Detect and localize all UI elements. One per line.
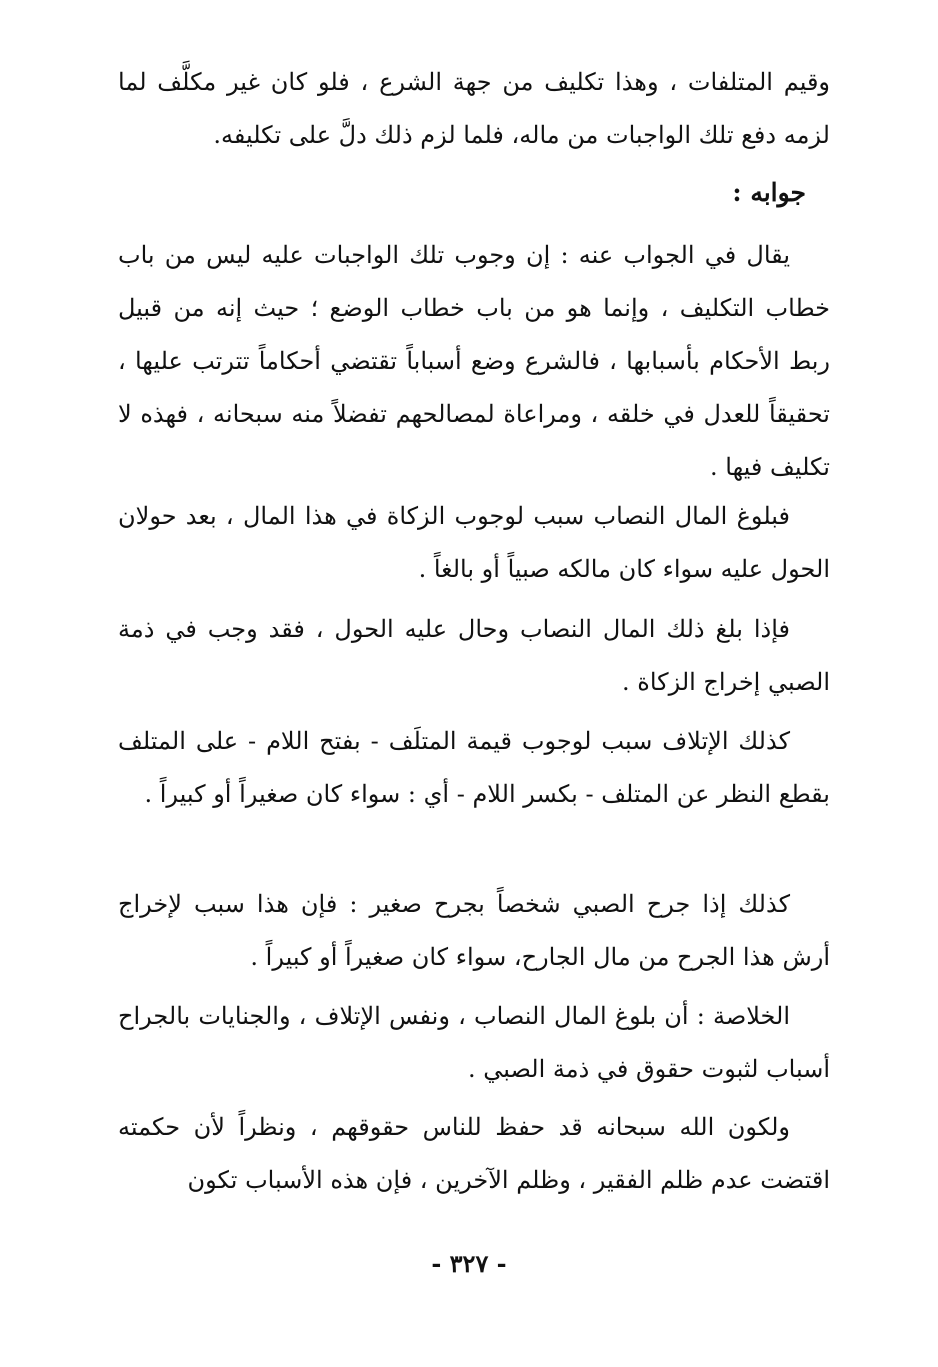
paragraph-zakat-obligation: فإذا بلغ ذلك المال النصاب وحال عليه الحول ، فقد وجب في ذمة الصبي إخراج الزكاة . (118, 615, 830, 696)
paragraph-continuation: وقيم المتلفات ، وهذا تكليف من جهة الشرع ، فلو كان غير مكلَّف لما لزمه دفع تلك الواجبات من ماله، فلما لزم ذلك دلَّ على تكليفه. (118, 68, 830, 149)
paragraph-answer: يقال في الجواب عنه : إن وجوب تلك الواجبات عليه ليس من باب خطاب التكليف ، وإنما هو من باب خطاب الوضع ؛ حيث إنه من قبيل ربط الأحكام بأسبابها ، فالشرع وضع أسباباً تقتضي أحكاماً تترتب عليها ، تحقيقاً للعدل في خلقه ، ومراعاة لمصالحهم تفضلاً منه سبحانه ، فهذه لا تكليف فيها . (118, 241, 830, 481)
section-heading: جوابه : (732, 178, 806, 207)
paragraph-conclusion: ولكون الله سبحانه قد حفظ للناس حقوقهم ، ونظراً لأن حكمته اقتضت عدم ظلم الفقير ، وظلم الآخرين ، فإن هذه الأسباب تكون (118, 1113, 830, 1194)
paragraph-injury: كذلك إذا جرح الصبي شخصاً بجرح صغير : فإن هذا سبب لإخراج أرش هذا الجرح من مال الجارح، سواء كان صغيراً أو كبيراً . (118, 890, 830, 971)
paragraph-summary: الخلاصة : أن بلوغ المال النصاب ، ونفس الإتلاف ، والجنايات بالجراح أسباب لثبوت حقوق في ذمة الصبي . (118, 1002, 830, 1083)
paragraph-destruction: كذلك الإتلاف سبب لوجوب قيمة المتلَف - بفتح اللام - على المتلف بقطع النظر عن المتلف - بكسر اللام - أي : سواء كان صغيراً أو كبيراً . (118, 727, 830, 808)
paragraph-zakat-nisab: فبلوغ المال النصاب سبب لوجوب الزكاة في هذا المال ، بعد حولان الحول عليه سواء كان مالكه صبياً أو بالغاً . (118, 502, 830, 583)
page-number: - ٣٢٧ - (431, 1249, 507, 1278)
